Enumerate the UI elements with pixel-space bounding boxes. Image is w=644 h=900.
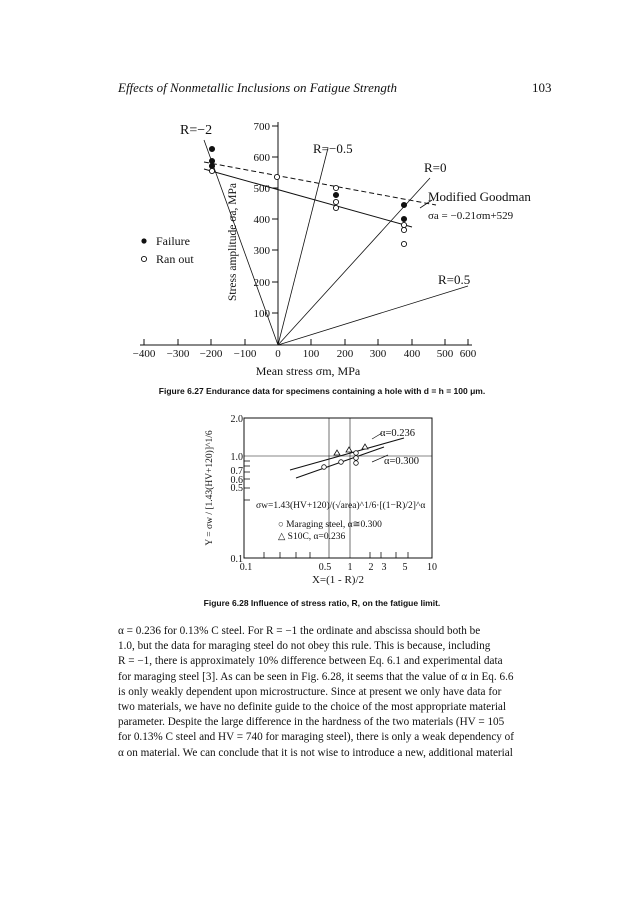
failure-point bbox=[209, 158, 214, 163]
maraging-point bbox=[354, 461, 359, 466]
failure-point bbox=[401, 202, 406, 207]
body-line: α on material. We can conclude that it is not wise to introduce a new, additional material bbox=[118, 746, 513, 759]
y-tick: 1.0 bbox=[230, 452, 243, 463]
goodman-equation: σa = −0.21σm+529 bbox=[428, 210, 514, 222]
ran-out-point bbox=[333, 185, 338, 190]
y-tick: 0.7 bbox=[230, 466, 243, 477]
body-line: α = 0.236 for 0.13% C steel. For R = −1 the ordinate and abscissa should both be bbox=[118, 625, 481, 637]
y-tick: 2.0 bbox=[230, 414, 243, 425]
figure-6-28 bbox=[0, 408, 644, 598]
body-line: two materials, we have no definite guide to the choice of the most appropriate material bbox=[118, 701, 507, 714]
figure-6-27 bbox=[0, 108, 644, 388]
s10c-point bbox=[362, 444, 368, 449]
legend-s10c: △ S10C, α=0.236 bbox=[278, 532, 346, 542]
legend-maraging: ○ Maraging steel, α≅0.300 bbox=[278, 520, 382, 530]
x-tick: 300 bbox=[369, 348, 387, 360]
x-tick: −200 bbox=[199, 348, 223, 360]
x-tick: −400 bbox=[132, 348, 156, 360]
ran-out-point bbox=[333, 205, 338, 210]
failure-point bbox=[209, 146, 214, 151]
ran-out-point bbox=[401, 222, 406, 227]
figure-6-27-caption: Figure 6.27 Endurance data for specimens containing a hole with d = h = 100 μm. bbox=[158, 386, 486, 396]
x-tick: 500 bbox=[436, 348, 454, 360]
ran-out-point bbox=[401, 241, 406, 246]
r-neg2-label: R=−2 bbox=[180, 123, 213, 138]
y-tick: 300 bbox=[253, 245, 270, 257]
maraging-point bbox=[354, 456, 359, 461]
body-line: for maraging steel [3]. As can be seen in Fig. 6.28, it seems that the value of α in Eq. 6.6 bbox=[118, 670, 514, 683]
y-tick: 0.5 bbox=[230, 483, 243, 494]
ran-out-point bbox=[333, 199, 338, 204]
ran-out-point bbox=[209, 168, 214, 173]
x-tick: 10 bbox=[427, 562, 437, 573]
failure-point bbox=[209, 163, 214, 168]
x-tick: 3 bbox=[381, 562, 387, 573]
body-line: 1.0, but the data for maraging steel do not obey this rule. This is because, including bbox=[118, 640, 491, 653]
alpha-0236-label: α=0.236 bbox=[380, 428, 416, 439]
body-line: R = −1, there is approximately 10% difference between Eq. 6.1 and experimental data bbox=[118, 655, 503, 668]
maraging-point bbox=[339, 460, 344, 465]
x-axis-label: X=(1 - R)/2 bbox=[311, 574, 365, 586]
s10c-point bbox=[346, 447, 352, 452]
y-tick: 500 bbox=[253, 183, 270, 195]
page-number: 103 bbox=[532, 80, 552, 95]
s10c-point bbox=[334, 450, 340, 455]
ran-out-point bbox=[401, 227, 406, 232]
y-axis-label: Stress amplitude σa, MPa bbox=[227, 183, 239, 301]
body-line: is only weakly dependent upon microstructure. Since at present we only have data for bbox=[118, 685, 502, 698]
y-tick: 200 bbox=[253, 277, 270, 289]
alpha-0300-label: α=0.300 bbox=[384, 456, 420, 467]
x-tick: 400 bbox=[403, 348, 421, 360]
y-tick: 600 bbox=[253, 152, 270, 164]
x-tick: 1 bbox=[347, 562, 353, 573]
legend-failure-marker bbox=[141, 238, 146, 243]
maraging-point bbox=[322, 465, 327, 470]
body-line: parameter. Despite the large difference in the hardness of the two materials (HV = 105 bbox=[118, 716, 505, 729]
figure-6-28-caption: Figure 6.28 Influence of stress ratio, R, on the fatigue limit. bbox=[203, 598, 441, 608]
running-header-title: Effects of Nonmetallic Inclusions on Fatigue Strength bbox=[118, 80, 397, 95]
x-tick: 600 bbox=[459, 348, 477, 360]
body-paragraph bbox=[118, 624, 554, 761]
y-tick: 0.6 bbox=[230, 475, 243, 486]
x-tick: 0.5 bbox=[318, 562, 332, 573]
y-tick: 0.1 bbox=[230, 554, 243, 565]
y-tick: 700 bbox=[253, 121, 270, 133]
x-tick: 0.1 bbox=[239, 562, 253, 573]
x-tick: −100 bbox=[233, 348, 257, 360]
r0-label: R=0 bbox=[424, 160, 447, 175]
failure-point bbox=[401, 216, 406, 221]
legend-failure-label: Failure bbox=[156, 234, 190, 248]
goodman-label: Modified Goodman bbox=[428, 189, 531, 204]
r05-label: R=0.5 bbox=[438, 272, 471, 287]
x-axis-label: Mean stress σm, MPa bbox=[255, 364, 361, 378]
failure-point bbox=[333, 192, 338, 197]
y-tick: 400 bbox=[253, 214, 270, 226]
r-neg05-label: R=−0.5 bbox=[313, 141, 353, 156]
r0-line bbox=[278, 178, 430, 345]
legend-ran-out-marker bbox=[141, 256, 146, 261]
r-neg2-line bbox=[204, 140, 278, 345]
ran-out-point bbox=[274, 174, 279, 179]
body-line: for 0.13% C steel and HV = 740 for maraging steel), there is only a weak dependency of bbox=[118, 731, 514, 744]
x-tick: 0 bbox=[275, 348, 281, 360]
maraging-point bbox=[354, 451, 359, 456]
x-tick: 200 bbox=[336, 348, 354, 360]
x-tick: −300 bbox=[166, 348, 190, 360]
fatigue-limit-equation: σw=1.43(HV+120)/(√area)^1/6·[(1−R)/2]^α bbox=[256, 501, 426, 511]
r05-line bbox=[278, 286, 468, 345]
x-tick: 2 bbox=[368, 562, 374, 573]
x-tick: 100 bbox=[302, 348, 320, 360]
y-axis-label: Y = σw / [1.43(HV+120)]^1/6 bbox=[205, 430, 215, 546]
y-tick: 100 bbox=[253, 308, 270, 320]
legend-ran-out-label: Ran out bbox=[156, 252, 194, 266]
x-tick: 5 bbox=[402, 562, 408, 573]
